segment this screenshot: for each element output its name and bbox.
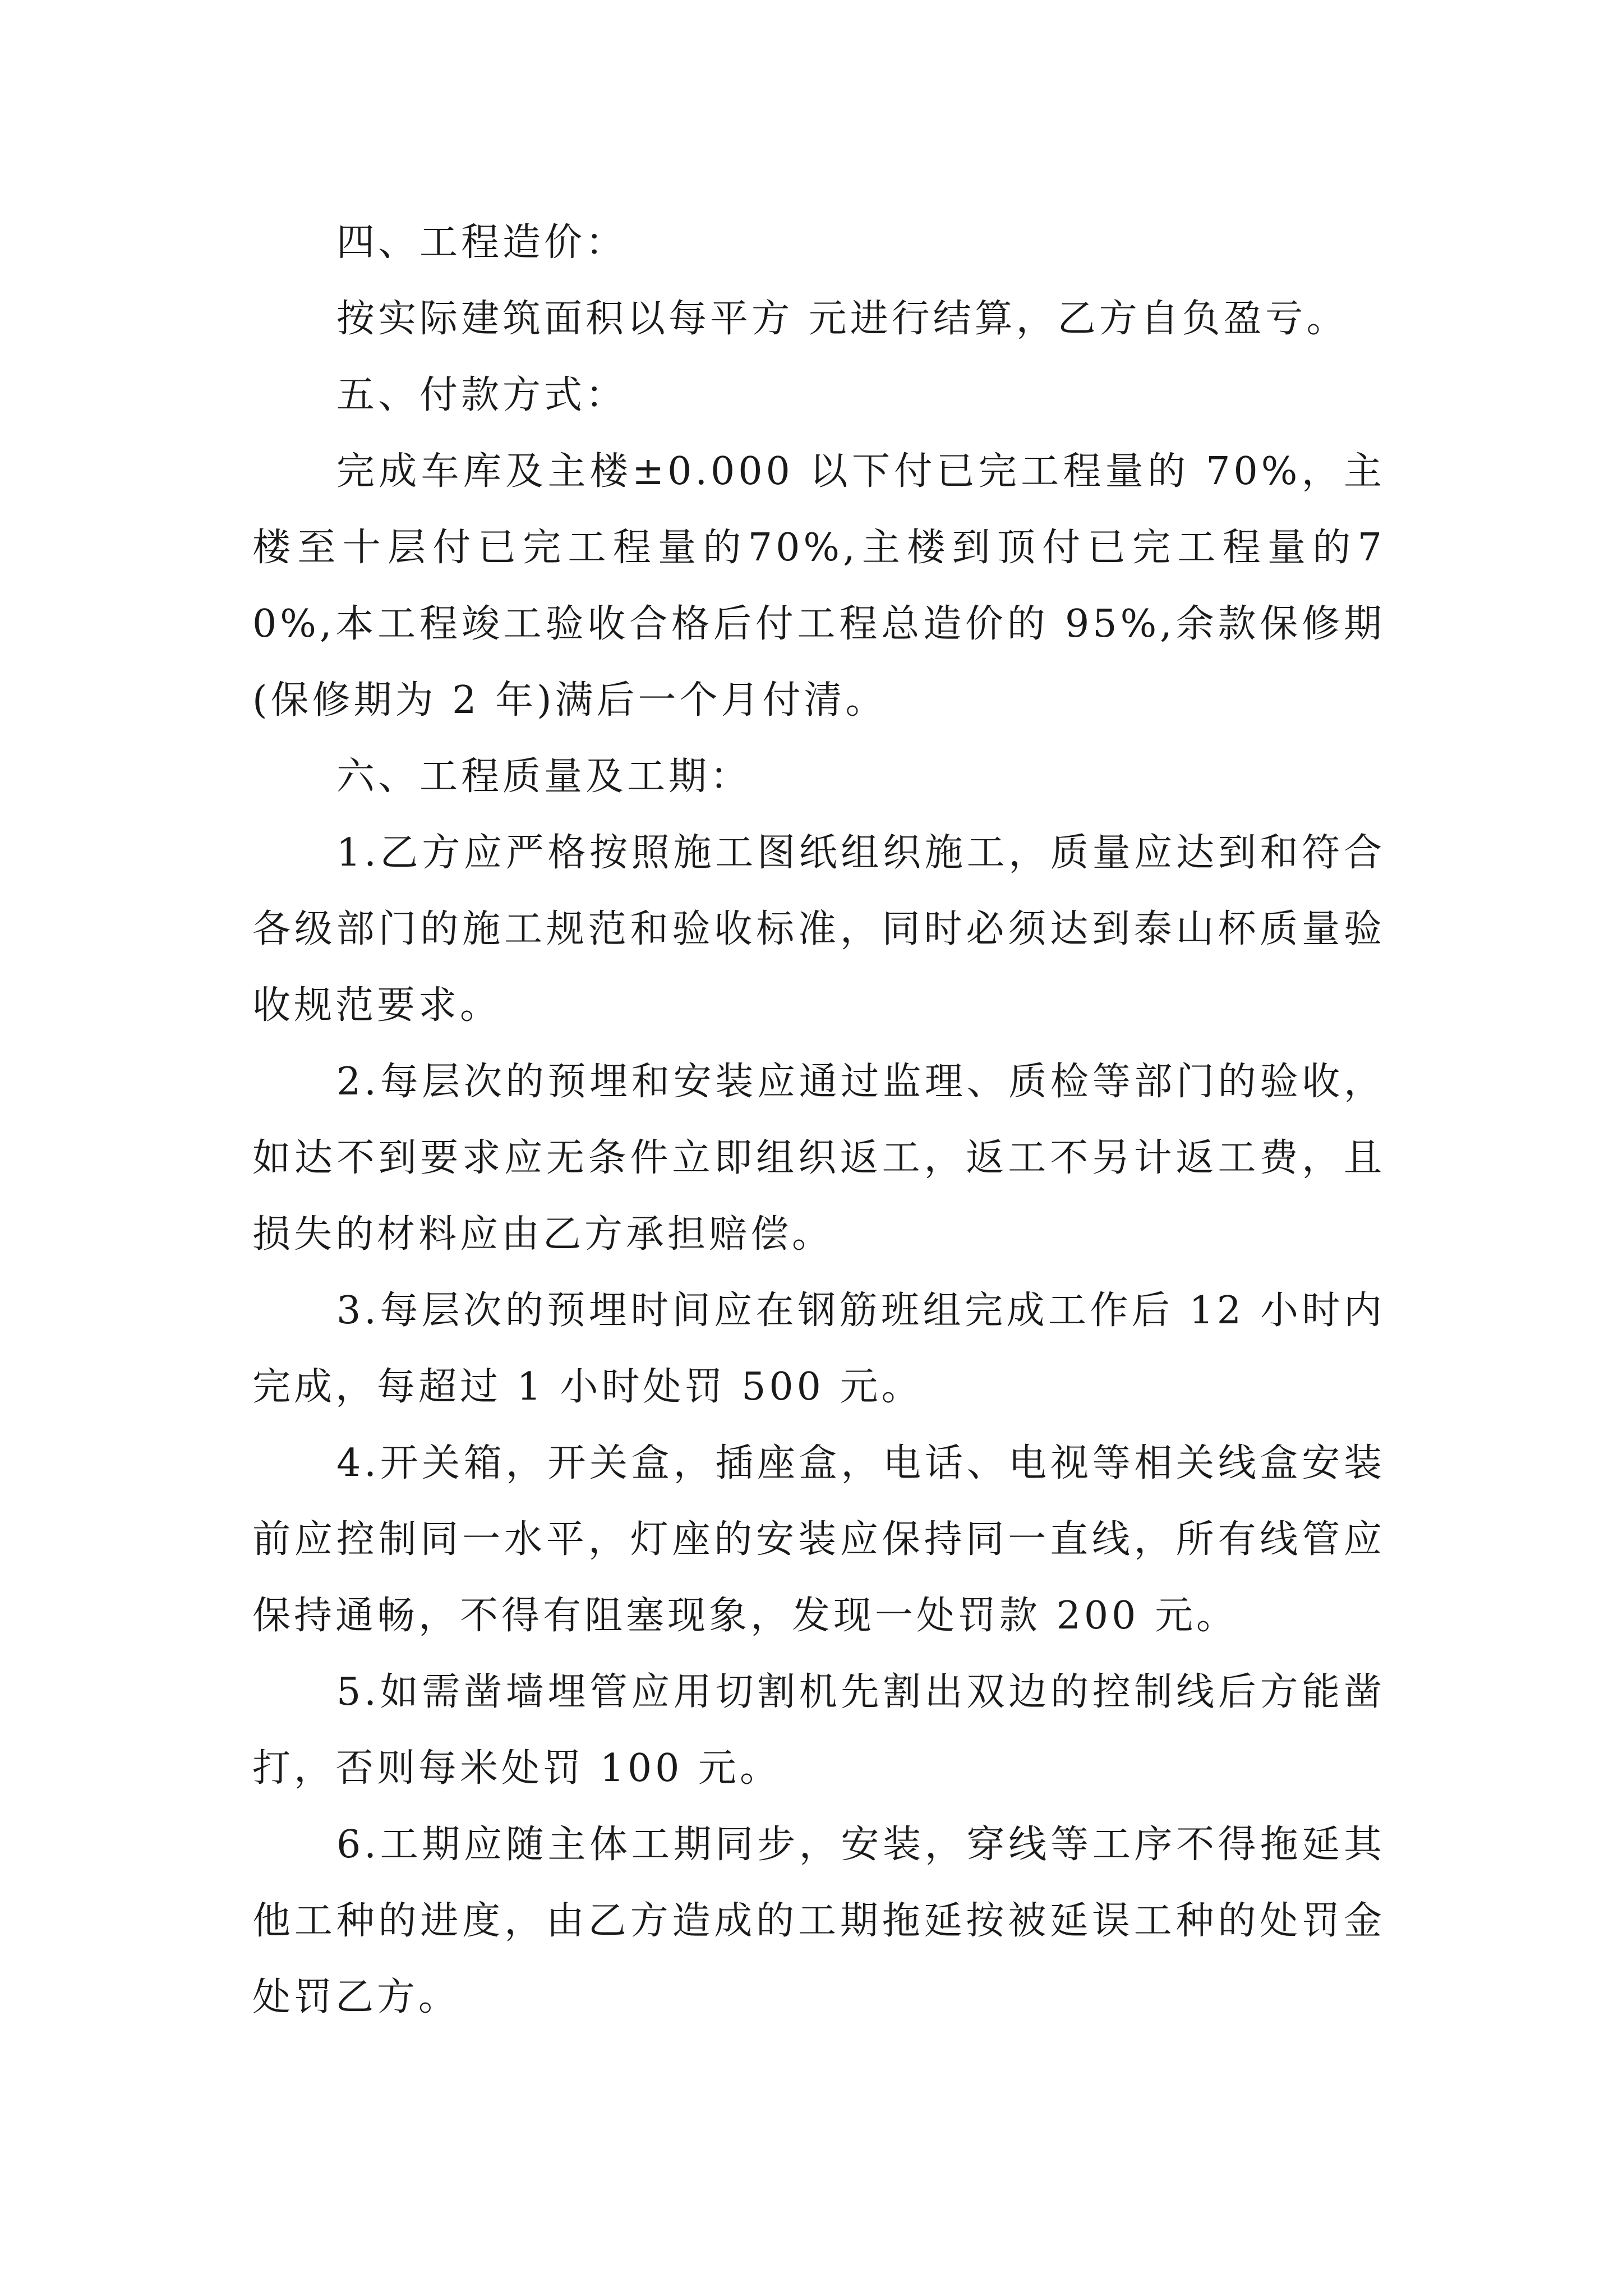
clause-4: 4.开关箱，开关盒，插座盒，电话、电视等相关线盒安装前应控制同一水平，灯座的安装应保持同一直线，所有线管应保持通畅，不得有阻塞现象，发现一处罚款 200 元。 xyxy=(252,1441,1385,1638)
clause-5: 5.如需凿墙埋管应用切割机先割出双边的控制线后方能凿打，否则每米处罚 100 元。 xyxy=(252,1670,1385,1791)
document-body xyxy=(252,205,1385,2036)
clause-2: 2.每层次的预埋和安装应通过监理、质检等部门的验收，如达不到要求应无条件立即组织返工，返工不另计返工费，且损失的材料应由乙方承担赔偿。 xyxy=(252,1060,1385,1257)
section-heading-payment: 五、付款方式： xyxy=(336,373,628,417)
clause-6: 6.工期应随主体工期同步，安装，穿线等工序不得拖延其他工种的进度，由乙方造成的工期拖延按被延误工种的处罚金处罚乙方。 xyxy=(252,1823,1385,2019)
clause-3: 3.每层次的预埋时间应在钢筋班组完成工作后 12 小时内完成，每超过 1 小时处罚 500 元。 xyxy=(252,1289,1385,1409)
paragraph-payment: 完成车库及主楼±0.000 以下付已完工程量的 70%，主楼至十层付已完工程量的70%,主楼到顶付已完工程量的70%,本工程竣工验收合格后付工程总造价的 95%,余款保修期(保修期为 2 年)满后一个月付清。 xyxy=(252,449,1385,723)
clause-1: 1.乙方应严格按照施工图纸组织施工，质量应达到和符合各级部门的施工规范和验收标准，同时必须达到泰山杯质量验收规范要求。 xyxy=(252,831,1385,1028)
section-heading-quality: 六、工程质量及工期： xyxy=(336,754,752,799)
paragraph-cost: 按实际建筑面积以每平方 元进行结算，乙方自负盈亏。 xyxy=(336,297,1348,341)
section-heading-cost: 四、工程造价： xyxy=(336,220,628,265)
